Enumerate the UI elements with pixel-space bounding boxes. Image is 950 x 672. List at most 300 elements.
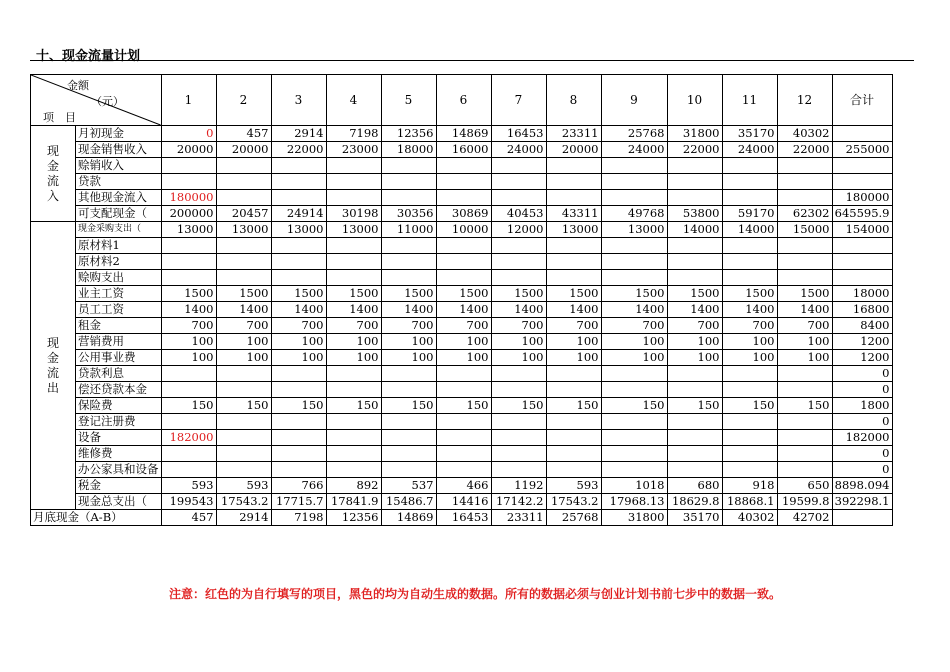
page-title: 十、现金流量计划 bbox=[36, 49, 141, 64]
value-cell: 40302 bbox=[777, 126, 832, 142]
value-cell bbox=[381, 462, 436, 478]
corner-unit: （元） bbox=[91, 95, 124, 108]
value-cell bbox=[491, 174, 546, 190]
value-cell bbox=[601, 414, 667, 430]
value-cell bbox=[271, 270, 326, 286]
value-cell bbox=[436, 254, 491, 270]
column-header: 合计 bbox=[832, 75, 892, 126]
table-row bbox=[31, 430, 893, 446]
value-cell: 1400 bbox=[722, 302, 777, 318]
corner-cell bbox=[31, 75, 162, 126]
value-cell: 1400 bbox=[601, 302, 667, 318]
value-cell bbox=[271, 430, 326, 446]
value-cell bbox=[326, 366, 381, 382]
value-cell: 700 bbox=[667, 318, 722, 334]
table-row bbox=[31, 494, 893, 510]
value-cell: 100 bbox=[667, 334, 722, 350]
value-cell: 1500 bbox=[271, 286, 326, 302]
value-cell: 100 bbox=[777, 334, 832, 350]
value-cell: 1200 bbox=[832, 334, 892, 350]
value-cell: 100 bbox=[491, 334, 546, 350]
value-cell: 700 bbox=[601, 318, 667, 334]
value-cell: 645595.9 bbox=[832, 206, 892, 222]
header-row bbox=[31, 75, 893, 126]
value-cell bbox=[326, 446, 381, 462]
value-cell bbox=[546, 446, 601, 462]
table-row bbox=[31, 382, 893, 398]
value-cell bbox=[326, 430, 381, 446]
value-cell: 100 bbox=[436, 350, 491, 366]
value-cell: 11000 bbox=[381, 222, 436, 238]
value-cell: 1400 bbox=[216, 302, 271, 318]
value-cell: 1500 bbox=[601, 286, 667, 302]
value-cell: 53800 bbox=[667, 206, 722, 222]
value-cell bbox=[161, 366, 216, 382]
value-cell bbox=[722, 446, 777, 462]
value-cell bbox=[546, 190, 601, 206]
value-cell bbox=[546, 254, 601, 270]
value-cell bbox=[777, 382, 832, 398]
value-cell bbox=[326, 462, 381, 478]
value-cell: 150 bbox=[436, 398, 491, 414]
row-label: 办公家具和设备 bbox=[76, 462, 162, 478]
table-row bbox=[31, 142, 893, 158]
row-label: 登记注册费 bbox=[76, 414, 162, 430]
value-cell bbox=[216, 270, 271, 286]
value-cell bbox=[436, 446, 491, 462]
value-cell bbox=[667, 254, 722, 270]
value-cell bbox=[491, 414, 546, 430]
value-cell: 13000 bbox=[161, 222, 216, 238]
value-cell: 100 bbox=[722, 350, 777, 366]
value-cell bbox=[216, 254, 271, 270]
value-cell bbox=[546, 430, 601, 446]
value-cell bbox=[326, 254, 381, 270]
value-cell: 0 bbox=[832, 382, 892, 398]
value-cell: 593 bbox=[546, 478, 601, 494]
value-cell: 100 bbox=[667, 350, 722, 366]
value-cell: 100 bbox=[491, 350, 546, 366]
row-label: 设备 bbox=[76, 430, 162, 446]
value-cell bbox=[777, 462, 832, 478]
value-cell: 13000 bbox=[271, 222, 326, 238]
value-cell bbox=[326, 382, 381, 398]
value-cell: 700 bbox=[216, 318, 271, 334]
value-cell: 0 bbox=[832, 366, 892, 382]
table-row bbox=[31, 462, 893, 478]
value-cell: 12356 bbox=[326, 510, 381, 526]
cash-outflow-group: 现 金 流 出 bbox=[31, 222, 76, 510]
value-cell: 1500 bbox=[722, 286, 777, 302]
value-cell: 12000 bbox=[491, 222, 546, 238]
value-cell: 23311 bbox=[546, 126, 601, 142]
value-cell bbox=[216, 414, 271, 430]
value-cell: 31800 bbox=[667, 126, 722, 142]
value-cell: 1400 bbox=[491, 302, 546, 318]
value-cell: 15486.7 bbox=[381, 494, 436, 510]
value-cell: 100 bbox=[216, 350, 271, 366]
value-cell bbox=[722, 238, 777, 254]
value-cell: 18000 bbox=[381, 142, 436, 158]
value-cell: 1800 bbox=[832, 398, 892, 414]
value-cell bbox=[216, 366, 271, 382]
value-cell bbox=[777, 254, 832, 270]
value-cell: 23311 bbox=[491, 510, 546, 526]
value-cell bbox=[601, 382, 667, 398]
value-cell bbox=[546, 238, 601, 254]
value-cell bbox=[436, 366, 491, 382]
column-header: 3 bbox=[271, 75, 326, 126]
value-cell: 100 bbox=[271, 350, 326, 366]
table-row bbox=[31, 398, 893, 414]
value-cell bbox=[271, 254, 326, 270]
value-cell: 100 bbox=[381, 334, 436, 350]
value-cell bbox=[491, 430, 546, 446]
value-cell bbox=[601, 158, 667, 174]
value-cell bbox=[722, 254, 777, 270]
value-cell: 100 bbox=[777, 350, 832, 366]
value-cell: 0 bbox=[832, 446, 892, 462]
value-cell bbox=[216, 382, 271, 398]
table-row bbox=[31, 190, 893, 206]
value-cell: 466 bbox=[436, 478, 491, 494]
value-cell: 1500 bbox=[216, 286, 271, 302]
row-label: 现金采购支出（ bbox=[76, 222, 162, 238]
value-cell: 2914 bbox=[216, 510, 271, 526]
value-cell: 24000 bbox=[722, 142, 777, 158]
row-label: 保险费 bbox=[76, 398, 162, 414]
value-cell bbox=[777, 238, 832, 254]
value-cell: 766 bbox=[271, 478, 326, 494]
value-cell bbox=[722, 382, 777, 398]
row-label: 维修费 bbox=[76, 446, 162, 462]
value-cell: 650 bbox=[777, 478, 832, 494]
value-cell bbox=[216, 238, 271, 254]
value-cell bbox=[777, 414, 832, 430]
value-cell bbox=[436, 414, 491, 430]
value-cell: 13000 bbox=[326, 222, 381, 238]
value-cell: 180000 bbox=[161, 190, 216, 206]
value-cell: 0 bbox=[161, 126, 216, 142]
value-cell: 17968.13 bbox=[601, 494, 667, 510]
value-cell: 20000 bbox=[546, 142, 601, 158]
value-cell bbox=[667, 238, 722, 254]
value-cell: 43311 bbox=[546, 206, 601, 222]
value-cell bbox=[601, 238, 667, 254]
value-cell bbox=[832, 510, 892, 526]
value-cell: 150 bbox=[546, 398, 601, 414]
table-row bbox=[31, 158, 893, 174]
value-cell bbox=[436, 382, 491, 398]
value-cell: 700 bbox=[777, 318, 832, 334]
value-cell bbox=[381, 190, 436, 206]
table-row bbox=[31, 126, 893, 142]
value-cell bbox=[667, 446, 722, 462]
value-cell: 14869 bbox=[381, 510, 436, 526]
column-header: 9 bbox=[601, 75, 667, 126]
value-cell bbox=[601, 254, 667, 270]
table-row bbox=[31, 414, 893, 430]
value-cell bbox=[546, 366, 601, 382]
table-row bbox=[31, 350, 893, 366]
value-cell bbox=[601, 366, 667, 382]
column-header: 7 bbox=[491, 75, 546, 126]
row-label: 原材料2 bbox=[76, 254, 162, 270]
column-header: 11 bbox=[722, 75, 777, 126]
column-header: 1 bbox=[161, 75, 216, 126]
column-header: 12 bbox=[777, 75, 832, 126]
column-header: 10 bbox=[667, 75, 722, 126]
table-row bbox=[31, 222, 893, 238]
value-cell: 700 bbox=[381, 318, 436, 334]
value-cell bbox=[161, 270, 216, 286]
value-cell: 1500 bbox=[436, 286, 491, 302]
value-cell bbox=[381, 238, 436, 254]
value-cell: 31800 bbox=[601, 510, 667, 526]
column-header: 8 bbox=[546, 75, 601, 126]
value-cell bbox=[777, 158, 832, 174]
month-end-cash-row bbox=[31, 510, 893, 526]
value-cell: 1400 bbox=[381, 302, 436, 318]
value-cell: 14869 bbox=[436, 126, 491, 142]
value-cell: 700 bbox=[436, 318, 491, 334]
value-cell bbox=[722, 430, 777, 446]
value-cell: 35170 bbox=[722, 126, 777, 142]
value-cell: 100 bbox=[722, 334, 777, 350]
table-row bbox=[31, 174, 893, 190]
value-cell bbox=[491, 366, 546, 382]
column-header: 6 bbox=[436, 75, 491, 126]
value-cell: 7198 bbox=[271, 510, 326, 526]
value-cell bbox=[667, 270, 722, 286]
value-cell bbox=[777, 430, 832, 446]
value-cell: 180000 bbox=[832, 190, 892, 206]
value-cell: 182000 bbox=[832, 430, 892, 446]
value-cell: 700 bbox=[546, 318, 601, 334]
value-cell bbox=[381, 174, 436, 190]
column-header: 5 bbox=[381, 75, 436, 126]
value-cell bbox=[722, 462, 777, 478]
value-cell: 100 bbox=[326, 350, 381, 366]
value-cell: 22000 bbox=[667, 142, 722, 158]
value-cell bbox=[216, 190, 271, 206]
value-cell: 537 bbox=[381, 478, 436, 494]
value-cell: 100 bbox=[601, 350, 667, 366]
value-cell bbox=[832, 126, 892, 142]
value-cell bbox=[161, 414, 216, 430]
value-cell bbox=[777, 270, 832, 286]
value-cell bbox=[271, 190, 326, 206]
column-header: 2 bbox=[216, 75, 271, 126]
value-cell bbox=[546, 462, 601, 478]
value-cell bbox=[491, 190, 546, 206]
value-cell: 18000 bbox=[832, 286, 892, 302]
value-cell bbox=[161, 446, 216, 462]
value-cell: 150 bbox=[161, 398, 216, 414]
value-cell: 100 bbox=[381, 350, 436, 366]
value-cell: 1400 bbox=[436, 302, 491, 318]
row-label: 现金销售收入 bbox=[76, 142, 162, 158]
value-cell: 22000 bbox=[777, 142, 832, 158]
value-cell bbox=[271, 158, 326, 174]
value-cell bbox=[777, 174, 832, 190]
value-cell: 150 bbox=[326, 398, 381, 414]
value-cell bbox=[161, 254, 216, 270]
value-cell: 16000 bbox=[436, 142, 491, 158]
value-cell: 1018 bbox=[601, 478, 667, 494]
value-cell bbox=[271, 414, 326, 430]
value-cell bbox=[546, 270, 601, 286]
value-cell bbox=[381, 366, 436, 382]
value-cell bbox=[601, 174, 667, 190]
value-cell bbox=[271, 462, 326, 478]
value-cell bbox=[436, 174, 491, 190]
value-cell bbox=[326, 238, 381, 254]
value-cell: 30356 bbox=[381, 206, 436, 222]
value-cell bbox=[436, 190, 491, 206]
value-cell: 1400 bbox=[326, 302, 381, 318]
value-cell: 24000 bbox=[601, 142, 667, 158]
value-cell bbox=[271, 382, 326, 398]
value-cell: 1400 bbox=[271, 302, 326, 318]
value-cell: 1400 bbox=[546, 302, 601, 318]
value-cell: 150 bbox=[777, 398, 832, 414]
value-cell bbox=[722, 158, 777, 174]
value-cell bbox=[832, 254, 892, 270]
value-cell: 13000 bbox=[601, 222, 667, 238]
table-row bbox=[31, 334, 893, 350]
value-cell: 17543.2 bbox=[546, 494, 601, 510]
value-cell: 17543.2 bbox=[216, 494, 271, 510]
value-cell bbox=[667, 430, 722, 446]
value-cell: 25768 bbox=[546, 510, 601, 526]
value-cell bbox=[326, 270, 381, 286]
value-cell: 13000 bbox=[546, 222, 601, 238]
value-cell bbox=[436, 462, 491, 478]
value-cell bbox=[601, 446, 667, 462]
table-row bbox=[31, 318, 893, 334]
value-cell bbox=[436, 158, 491, 174]
value-cell: 8898.094 bbox=[832, 478, 892, 494]
table-row bbox=[31, 302, 893, 318]
value-cell bbox=[161, 174, 216, 190]
value-cell bbox=[326, 190, 381, 206]
value-cell: 593 bbox=[161, 478, 216, 494]
value-cell bbox=[667, 382, 722, 398]
table-row bbox=[31, 206, 893, 222]
value-cell: 100 bbox=[271, 334, 326, 350]
value-cell: 1500 bbox=[161, 286, 216, 302]
value-cell: 150 bbox=[491, 398, 546, 414]
value-cell: 457 bbox=[216, 126, 271, 142]
cash-inflow-group: 现 金 流 入 bbox=[31, 126, 76, 222]
value-cell bbox=[216, 174, 271, 190]
value-cell bbox=[436, 430, 491, 446]
value-cell: 1400 bbox=[161, 302, 216, 318]
value-cell bbox=[381, 254, 436, 270]
row-label: 公用事业费 bbox=[76, 350, 162, 366]
value-cell bbox=[216, 462, 271, 478]
value-cell: 35170 bbox=[667, 510, 722, 526]
value-cell bbox=[491, 238, 546, 254]
value-cell bbox=[832, 174, 892, 190]
value-cell: 14416 bbox=[436, 494, 491, 510]
value-cell: 392298.1 bbox=[832, 494, 892, 510]
value-cell: 200000 bbox=[161, 206, 216, 222]
corner-amount: 金额 bbox=[67, 79, 89, 92]
value-cell bbox=[436, 270, 491, 286]
value-cell: 1500 bbox=[326, 286, 381, 302]
value-cell bbox=[546, 158, 601, 174]
table-row bbox=[31, 286, 893, 302]
value-cell bbox=[722, 366, 777, 382]
value-cell: 13000 bbox=[216, 222, 271, 238]
value-cell: 150 bbox=[667, 398, 722, 414]
value-cell: 1500 bbox=[546, 286, 601, 302]
value-cell: 12356 bbox=[381, 126, 436, 142]
table-row bbox=[31, 238, 893, 254]
value-cell bbox=[601, 190, 667, 206]
value-cell bbox=[271, 238, 326, 254]
value-cell: 182000 bbox=[161, 430, 216, 446]
value-cell: 16800 bbox=[832, 302, 892, 318]
table-row bbox=[31, 254, 893, 270]
value-cell bbox=[546, 414, 601, 430]
value-cell: 100 bbox=[216, 334, 271, 350]
row-label: 贷款利息 bbox=[76, 366, 162, 382]
row-label: 其他现金流入 bbox=[76, 190, 162, 206]
value-cell: 700 bbox=[722, 318, 777, 334]
value-cell: 16453 bbox=[491, 126, 546, 142]
value-cell: 150 bbox=[722, 398, 777, 414]
value-cell bbox=[381, 446, 436, 462]
value-cell bbox=[381, 270, 436, 286]
value-cell: 100 bbox=[161, 334, 216, 350]
column-header: 4 bbox=[326, 75, 381, 126]
value-cell: 1400 bbox=[777, 302, 832, 318]
row-label: 月底现金（A-B） bbox=[31, 510, 162, 526]
value-cell bbox=[491, 382, 546, 398]
value-cell bbox=[381, 382, 436, 398]
value-cell: 918 bbox=[722, 478, 777, 494]
value-cell bbox=[161, 382, 216, 398]
title-underline bbox=[30, 60, 914, 61]
value-cell bbox=[271, 174, 326, 190]
value-cell: 1500 bbox=[667, 286, 722, 302]
value-cell: 892 bbox=[326, 478, 381, 494]
value-cell: 199543 bbox=[161, 494, 216, 510]
row-label: 月初现金 bbox=[76, 126, 162, 142]
value-cell bbox=[491, 254, 546, 270]
value-cell bbox=[381, 430, 436, 446]
value-cell bbox=[491, 462, 546, 478]
value-cell bbox=[832, 270, 892, 286]
value-cell bbox=[601, 430, 667, 446]
value-cell bbox=[436, 238, 491, 254]
value-cell bbox=[161, 462, 216, 478]
value-cell: 700 bbox=[326, 318, 381, 334]
value-cell: 7198 bbox=[326, 126, 381, 142]
value-cell: 49768 bbox=[601, 206, 667, 222]
value-cell bbox=[216, 430, 271, 446]
value-cell: 100 bbox=[161, 350, 216, 366]
value-cell bbox=[722, 190, 777, 206]
value-cell: 680 bbox=[667, 478, 722, 494]
value-cell: 30869 bbox=[436, 206, 491, 222]
value-cell: 18868.1 bbox=[722, 494, 777, 510]
value-cell bbox=[777, 446, 832, 462]
row-label: 赊购支出 bbox=[76, 270, 162, 286]
